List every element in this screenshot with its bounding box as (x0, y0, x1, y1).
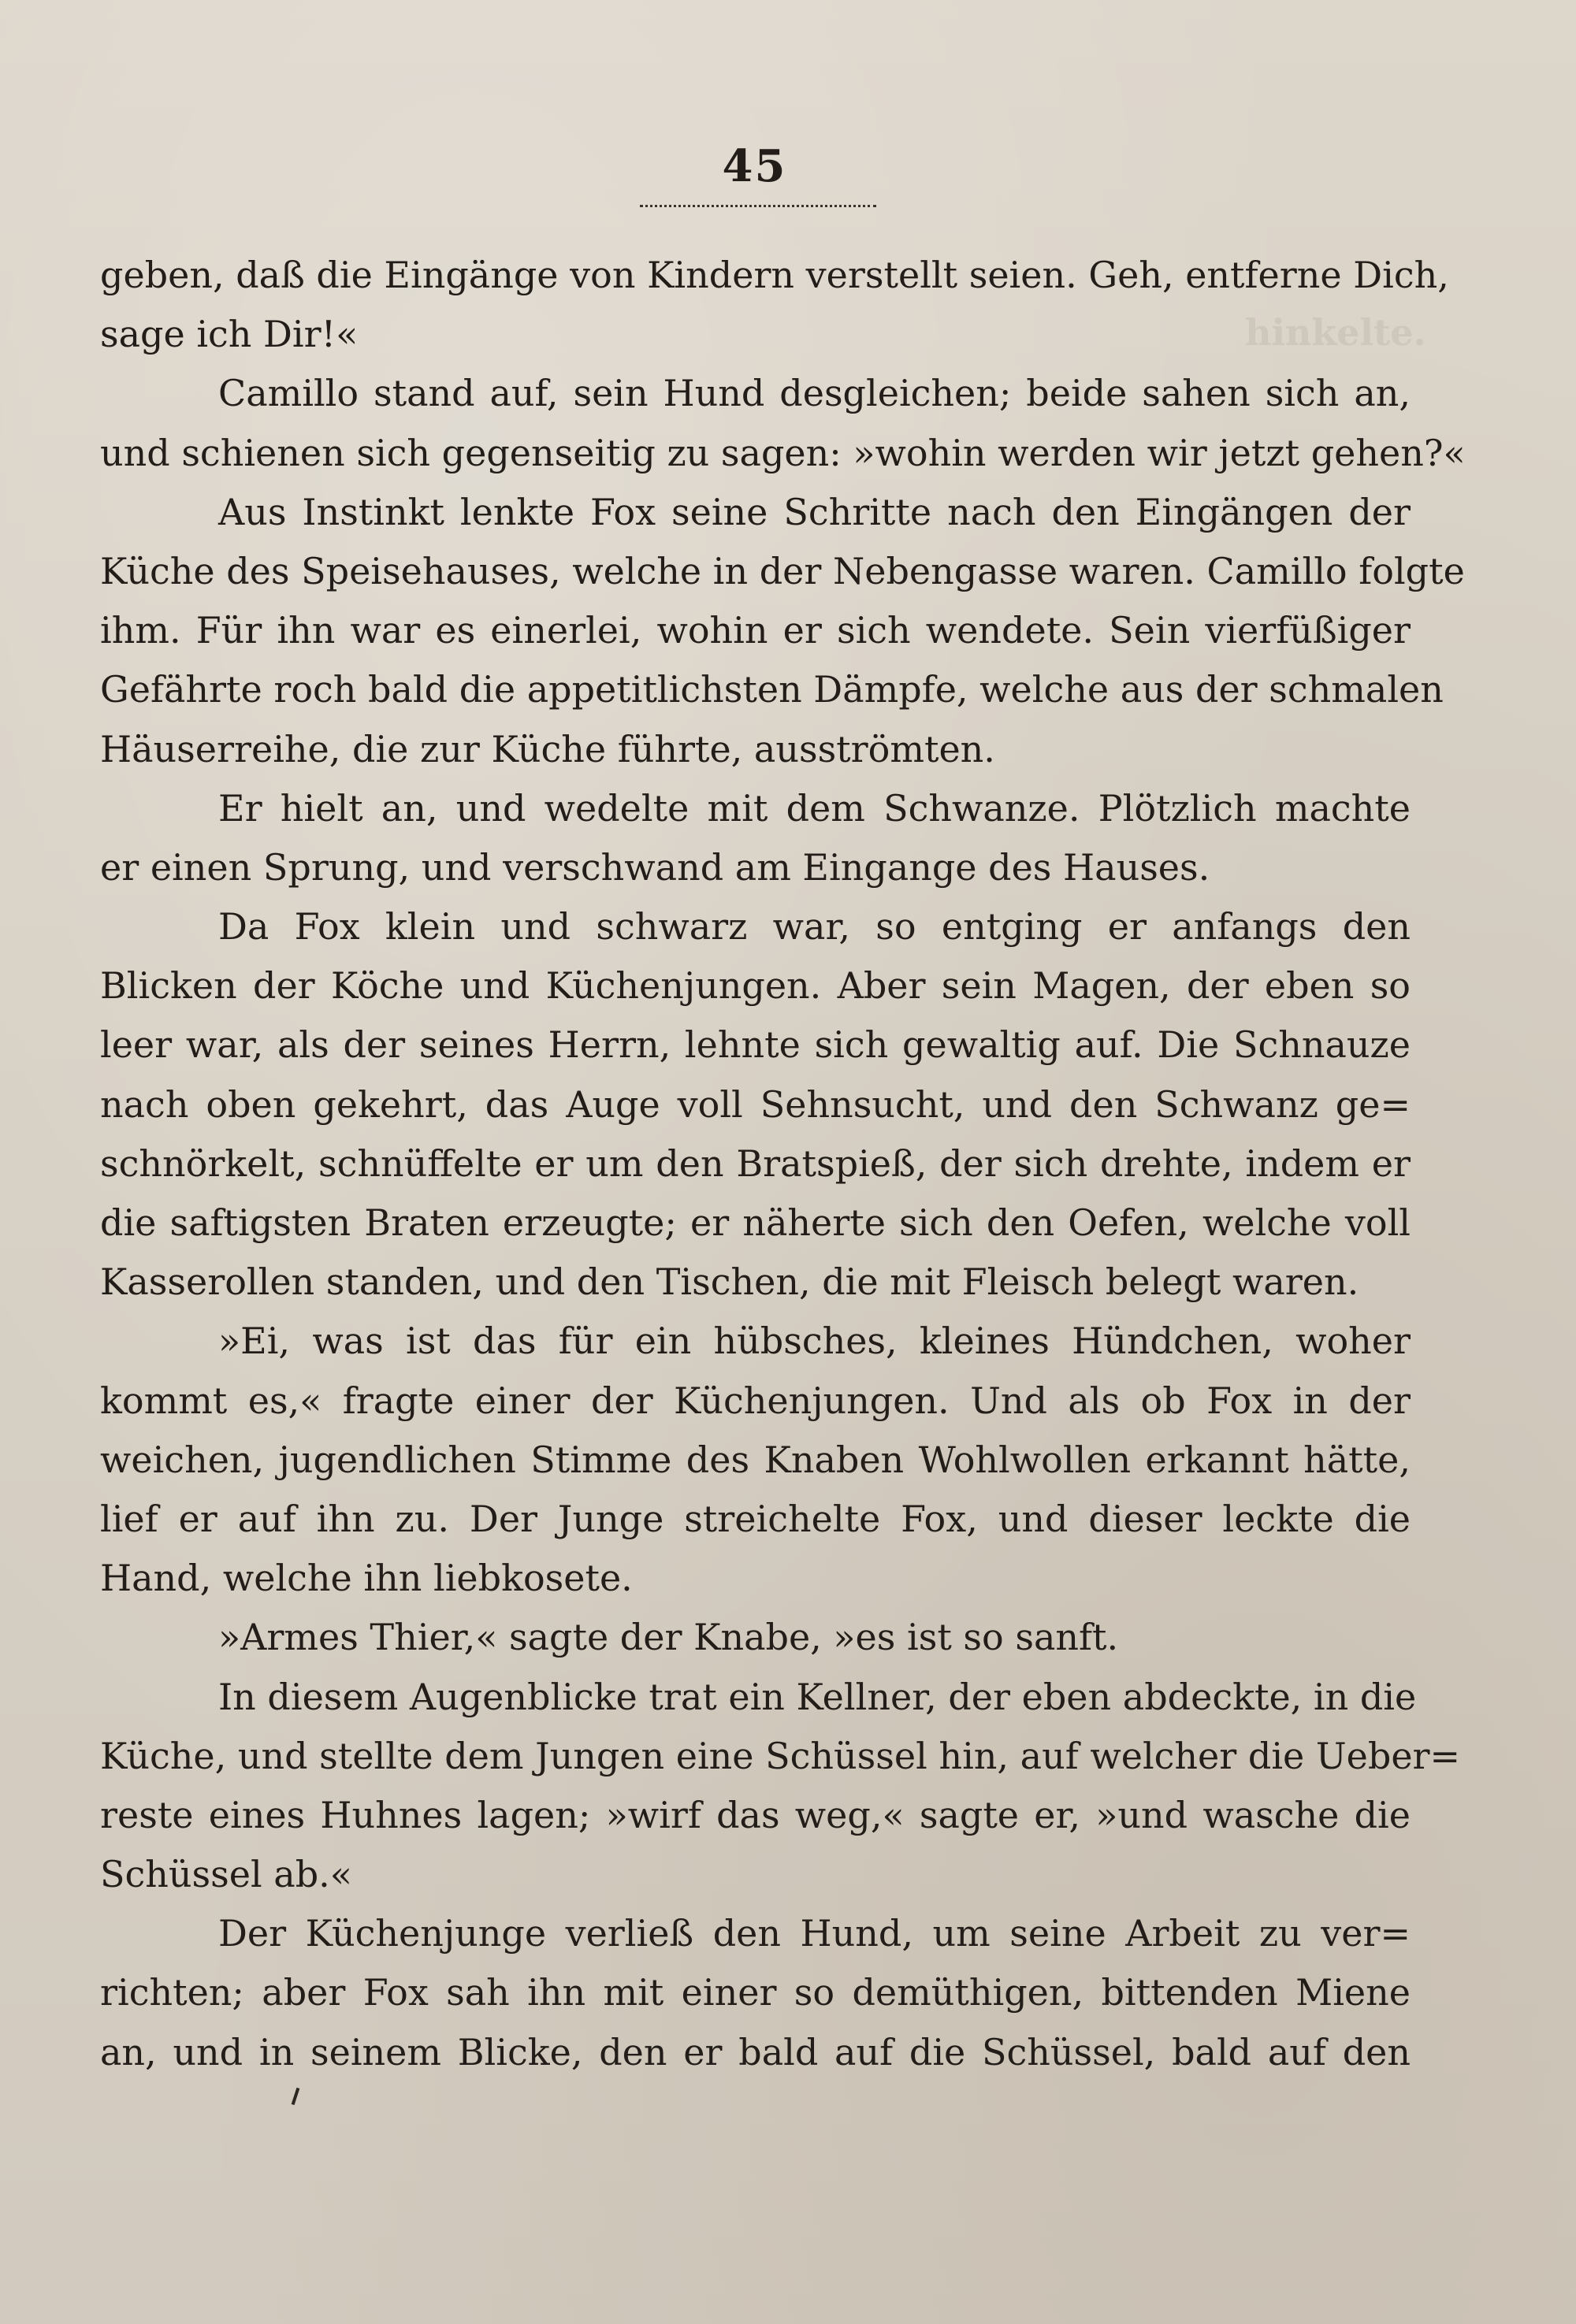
text-line: »Armes Thier,« sagte der Knabe, »es ist so sanft. (218, 1616, 1119, 1659)
text-line: er einen Sprung, und verschwand am Eingange des Hauses. (100, 845, 1210, 889)
text-line: reste eines Huhnes lagen; »wirf das weg,« sagte er, »und wasche die (100, 1793, 1411, 1836)
text-line: die saftigsten Braten erzeugte; er näherte sich den Oefen, welche voll (100, 1201, 1411, 1244)
text-line: kommt es,« fragte einer der Küchenjungen. Und als ob Fox in der (100, 1379, 1411, 1422)
text-line: nach oben gekehrt, das Auge voll Sehnsucht, und den Schwanz ge= (100, 1082, 1411, 1126)
text-line: schnörkelt, schnüffelte er um den Bratspieß, der sich drehte, indem er (100, 1142, 1411, 1185)
text-line: In diesem Augenblicke trat ein Kellner, der eben abdeckte, in die (218, 1675, 1417, 1718)
text-line: Küche, und stellte dem Jungen eine Schüssel hin, auf welcher die Ueber= (100, 1734, 1461, 1777)
text-line: und schienen sich gegenseitig zu sagen: »wohin werden wir jetzt gehen?« (100, 431, 1466, 474)
text-line: richten; aber Fox sah ihn mit einer so demüthigen, bittenden Miene (100, 1971, 1411, 2014)
text-line: ihm. Für ihn war es einerlei, wohin er sich wendete. Sein vierfüßiger (100, 609, 1411, 652)
ink-mark (292, 2088, 300, 2105)
header-dotted-rule (640, 205, 876, 207)
text-line: Blicken der Köche und Küchenjungen. Aber sein Magen, der eben so (100, 964, 1411, 1008)
text-line: weichen, jugendlichen Stimme des Knaben Wohlwollen erkannt hätte, (100, 1438, 1411, 1481)
text-line: Gefährte roch bald die appetitlichsten Dämpfe, welche aus der schmalen (100, 668, 1444, 711)
text-line: leer war, als der seines Herrn, lehnte sich gewaltig auf. Die Schnauze (100, 1023, 1411, 1067)
text-line: Da Fox klein und schwarz war, so entging er anfangs den (218, 905, 1411, 949)
text-line: Der Küchenjunge verließ den Hund, um seine Arbeit zu ver= (218, 1912, 1411, 1955)
text-line: Camillo stand auf, sein Hund desgleichen; beide sahen sich an, (218, 372, 1411, 415)
text-line: »Ei, was ist das für ein hübsches, kleines Hündchen, woher (218, 1320, 1411, 1363)
text-line: Hand, welche ihn liebkosete. (100, 1557, 633, 1600)
text-line: Kasserollen standen, und den Tischen, die mit Fleisch belegt waren. (100, 1260, 1359, 1304)
text-line: Häuserreihe, die zur Küche führte, ausströmten. (100, 727, 995, 770)
text-line: Küche des Speisehauses, welche in der Nebengasse waren. Camillo folgte (100, 549, 1465, 592)
text-line: geben, daß die Eingänge von Kindern verstellt seien. Geh, entferne Dich, (100, 254, 1449, 296)
text-line: Schüssel ab.« (100, 1853, 352, 1896)
body-text (100, 246, 1466, 2082)
page-number: 45 (722, 140, 787, 192)
text-line: Er hielt an, und wedelte mit dem Schwanze. Plötzlich machte (218, 786, 1411, 830)
text-line: lief er auf ihn zu. Der Junge streichelte Fox, und dieser leckte die (100, 1497, 1411, 1540)
text-line: sage ich Dir!« (100, 313, 359, 356)
text-line: an, und in seinem Blicke, den er bald auf die Schüssel, bald auf den (100, 2030, 1411, 2073)
bleed-through-text: hinkelte. (1245, 311, 1426, 354)
text-line: Aus Instinkt lenkte Fox seine Schritte nach den Eingängen der (218, 490, 1411, 533)
